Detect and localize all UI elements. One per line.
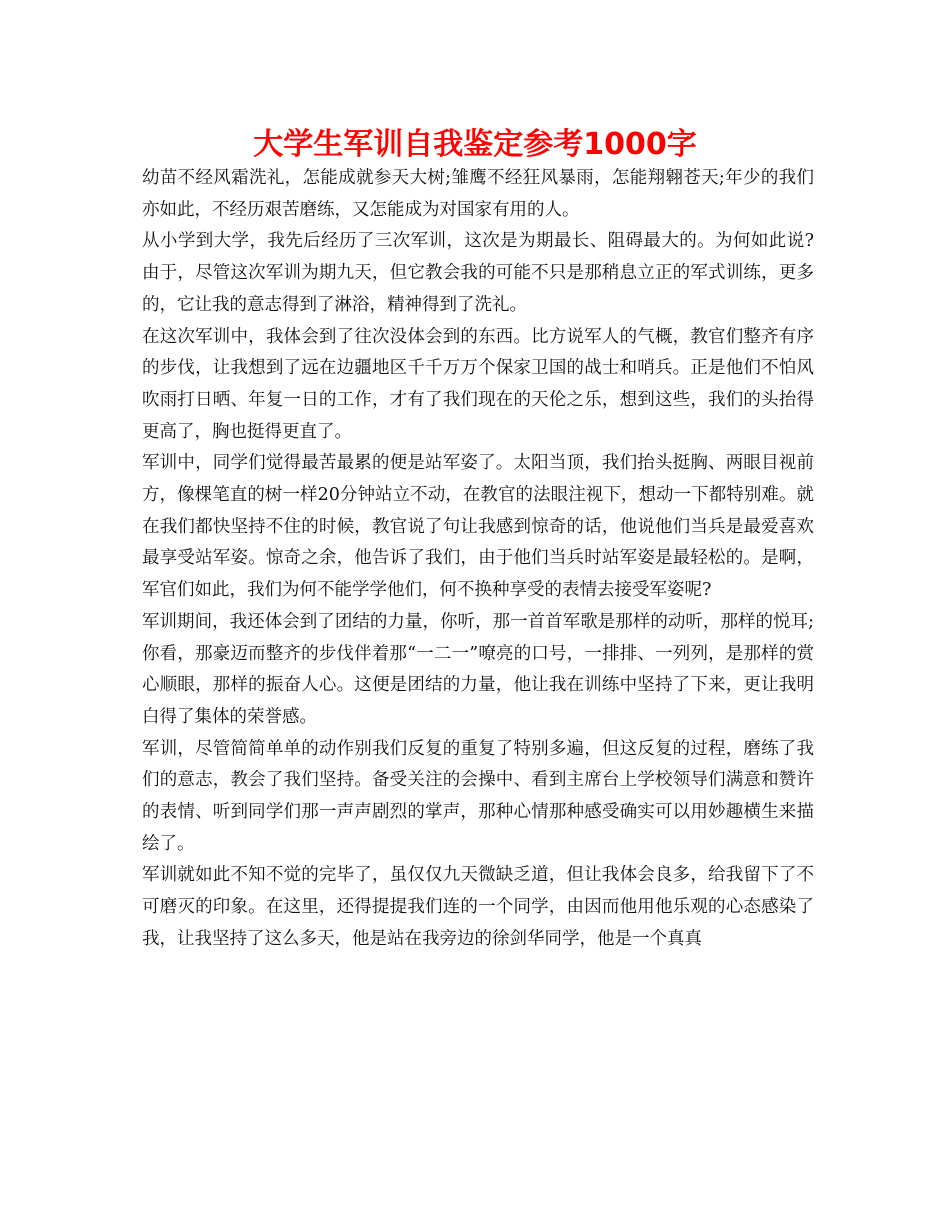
- paragraph: 幼苗不经风霜洗礼，怎能成就参天大树;雏鹰不经狂风暴雨，怎能翔翱苍天;年少的我们亦如此，不经历艰苦磨练，又怎能成为对国家有用的人。: [142, 168, 814, 220]
- paragraph: 在这次军训中，我体会到了往次没体会到的东西。比方说军人的气概，教官们整齐有序的步伐，让我想到了远在边疆地区千千万万个保家卫国的战士和哨兵。正是他们不怕风吹雨打日晒、年复一日的工作，才有了我们现在的天伦之乐，想到这些，我们的头抬得更高了，胸也挺得更直了。: [142, 326, 814, 442]
- paragraph: 军训中，同学们觉得最苦最累的便是站军姿了。太阳当顶，我们抬头挺胸、两眼目视前方，像棵笔直的树一样20分钟站立不动，在教官的法眼注视下，想动一下都特别难。就在我们都快坚持不住的时候，教官说了句让我感到惊奇的话，他说他们当兵是最爱喜欢最享受站军姿。惊奇之余，他告诉了我们，由于他们当兵时站军姿是最轻松的。是啊，军官们如此，我们为何不能学学他们，何不换种享受的表情去接受军姿呢?: [142, 453, 814, 601]
- document-body: [142, 163, 814, 956]
- paragraph: 军训，尽管简简单单的动作别我们反复的重复了特别多遍，但这反复的过程，磨练了我们的意志，教会了我们坚持。备受关注的会操中、看到主席台上学校领导们满意和赞许的表情、听到同学们那一声声剧烈的掌声，那种心情那种感受确实可以用妙趣横生来描绘了。: [142, 738, 814, 854]
- paragraph: 军训期间，我还体会到了团结的力量，你听，那一首首军歌是那样的动听，那样的悦耳;你看，那豪迈而整齐的步伐伴着那“一二一”嘹亮的口号，一排排、一列列，是那样的赏心顺眼，那样的振奋人心。这便是团结的力量，他让我在训练中坚持了下来，更让我明白得了集体的荣誉感。: [142, 611, 814, 727]
- paragraph: 从小学到大学，我先后经历了三次军训，这次是为期最长、阻碍最大的。为何如此说?由于，尽管这次军训为期九天，但它教会我的可能不只是那稍息立正的军式训练，更多的，它让我的意志得到了淋浴，精神得到了洗礼。: [142, 231, 814, 315]
- document-title: 大学生军训自我鉴定参考1000字: [253, 127, 697, 162]
- paragraph: 军训就如此不知不觉的完毕了，虽仅仅九天微缺乏道，但让我体会良多，给我留下了不可磨灭的印象。在这里，还得提提我们连的一个同学，由因而他用他乐观的心态感染了我，让我坚持了这么多天，他是站在我旁边的徐剑华同学，他是一个真真: [142, 865, 814, 949]
